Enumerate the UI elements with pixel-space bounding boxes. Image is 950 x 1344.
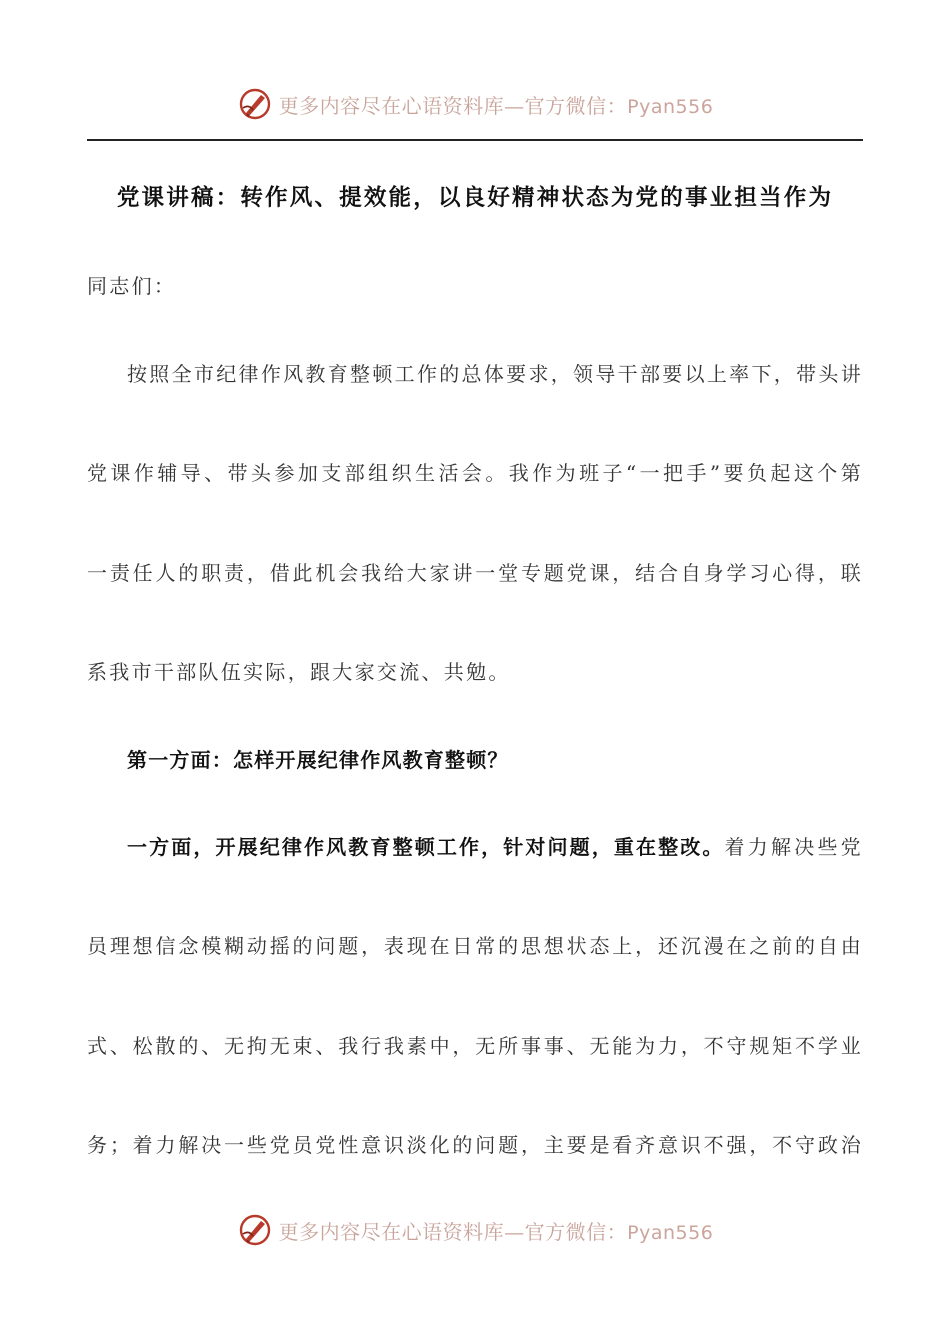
- paragraph1-line: 一责任人的职责，借此机会我给大家讲一堂专题党课，结合自身学习心得，联: [87, 561, 863, 585]
- paragraph1-line: 按照全市纪律作风教育整顿工作的总体要求，领导干部要以上率下，带头讲: [127, 362, 863, 386]
- header-watermark: [0, 84, 950, 124]
- greeting: 同志们：: [87, 274, 177, 298]
- paragraph2-line: 员理想信念模糊动摇的问题，表现在日常的思想状态上，还沉漫在之前的自由: [87, 934, 863, 958]
- watermark-text: 更多内容尽在心语资料库—官方微信：Pyan556: [278, 93, 714, 118]
- paragraph2-first-line: [87, 832, 863, 862]
- section-heading: 第一方面：怎样开展纪律作风教育整顿？: [127, 748, 509, 772]
- header-divider: [87, 139, 863, 141]
- paragraph2-lead-bold: 一方面，开展纪律作风教育整顿工作，针对问题，重在整改。: [127, 835, 725, 859]
- paragraph2-lead-rest: 着力解决些党: [724, 835, 863, 859]
- pen-logo-icon: [237, 1212, 273, 1248]
- paragraph2-line: 式、松散的、无拘无束、我行我素中，无所事事、无能为力，不守规矩不学业: [87, 1034, 863, 1058]
- paragraph1-line: 党课作辅导、带头参加支部组织生活会。我作为班子“一把手”要负起这个第: [87, 461, 863, 485]
- watermark-text: 更多内容尽在心语资料库—官方微信：Pyan556: [278, 1219, 714, 1244]
- document-title: 党课讲稿：转作风、提效能，以良好精神状态为党的事业担当作为: [116, 185, 834, 211]
- wechat-id: Pyan556: [627, 1221, 714, 1244]
- paragraph1-line: 系我市干部队伍实际，跟大家交流、共勉。: [87, 660, 511, 684]
- paragraph2-line: 务；着力解决一些党员党性意识淡化的问题，主要是看齐意识不强，不守政治: [87, 1133, 863, 1157]
- footer-watermark: [0, 1210, 950, 1250]
- pen-logo-icon: [237, 86, 273, 122]
- wechat-id: Pyan556: [627, 95, 714, 118]
